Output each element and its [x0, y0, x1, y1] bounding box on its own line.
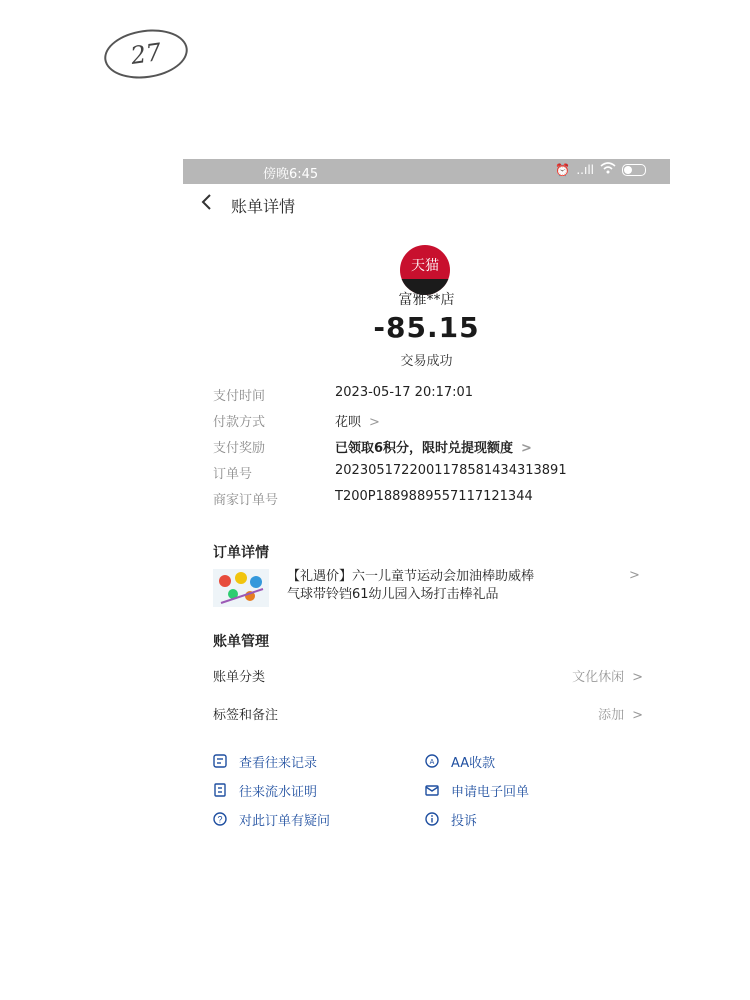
statement-proof-label: 往来流水证明 — [239, 784, 318, 800]
detail-value: 2023-05-17 20:17:01 — [335, 385, 474, 400]
aa-collection-label: AA收款 — [451, 755, 496, 771]
chevron-right-icon: > — [369, 415, 380, 430]
detail-value: 花呗 — [335, 415, 362, 430]
envelope-icon — [425, 783, 439, 797]
detail-value-with-arrow[interactable] — [335, 411, 380, 430]
signal-icon: ..ıll — [576, 162, 594, 177]
detail-row-merchant-order-no — [213, 489, 643, 509]
merchant-name: 富雅**店 — [398, 292, 455, 308]
product-title[interactable] — [287, 568, 617, 604]
order-question-link[interactable] — [213, 809, 330, 829]
detail-value: T200P1889889557117121344 — [335, 489, 533, 504]
svg-text:?: ? — [217, 814, 223, 825]
bill-category-label: 账单分类 — [213, 670, 266, 685]
status-icons — [555, 162, 646, 177]
detail-value: 20230517220011785814343138​91 — [335, 463, 567, 478]
merchant-logo-text: 天猫 — [411, 258, 439, 274]
statement-proof-link[interactable] — [213, 780, 317, 800]
product-title-line2: 气球带铃铛61幼儿园入场打击棒礼品 — [287, 587, 499, 602]
handwritten-page-number — [101, 24, 191, 83]
detail-row-pay-time — [213, 385, 643, 405]
transaction-status: 交易成功 — [400, 354, 453, 369]
detail-value-with-arrow[interactable] — [335, 437, 532, 456]
chevron-right-icon: > — [632, 708, 643, 723]
detail-row-reward[interactable] — [213, 437, 643, 457]
detail-label: 支付奖励 — [213, 441, 266, 456]
complaint-link[interactable] — [425, 809, 477, 829]
chevron-right-icon[interactable]: > — [629, 568, 640, 583]
chevron-right-icon: > — [632, 670, 643, 685]
wifi-icon — [600, 162, 616, 177]
tags-notes-label: 标签和备注 — [213, 708, 279, 723]
order-section-title: 订单详情 — [213, 545, 269, 561]
bill-category-value-group[interactable] — [572, 666, 643, 685]
order-question-label: 对此订单有疑问 — [239, 813, 331, 829]
battery-icon — [622, 164, 646, 176]
detail-label: 订单号 — [213, 467, 253, 482]
management-section-title: 账单管理 — [213, 634, 269, 650]
history-icon — [213, 754, 227, 768]
detail-row-payment-method[interactable] — [213, 411, 643, 431]
complaint-label: 投诉 — [451, 813, 478, 829]
phone-screenshot — [183, 159, 670, 849]
alarm-icon: ⏰ — [555, 162, 571, 177]
detail-label: 付款方式 — [213, 415, 266, 430]
chevron-right-icon: > — [521, 441, 532, 456]
nav-bar — [183, 184, 670, 224]
back-arrow-icon[interactable] — [199, 192, 213, 218]
e-receipt-label: 申请电子回单 — [451, 784, 530, 800]
aa-collection-link[interactable] — [425, 751, 495, 771]
detail-row-order-no — [213, 463, 643, 483]
document-icon — [213, 783, 227, 797]
tags-notes-value: 添加 — [598, 708, 625, 723]
question-icon — [213, 812, 227, 826]
aa-icon — [425, 754, 439, 768]
page-number-text: 27 — [128, 38, 164, 70]
page-title: 账单详情 — [231, 197, 296, 216]
info-icon — [425, 812, 439, 826]
detail-value: 已领取6积分，限时兑提现额度 — [335, 441, 514, 456]
tags-notes-value-group[interactable] — [598, 704, 643, 723]
view-history-label: 查看往来记录 — [239, 755, 318, 771]
merchant-logo — [400, 245, 450, 295]
detail-label: 支付时间 — [213, 389, 266, 404]
svg-text:A: A — [429, 759, 435, 766]
product-thumbnail[interactable] — [213, 569, 269, 607]
status-time: 傍晚6:45 — [263, 167, 319, 182]
detail-label: 商家订单号 — [213, 493, 279, 508]
bill-category-value: 文化休闲 — [572, 670, 625, 685]
bill-category-row[interactable] — [213, 666, 643, 686]
transaction-amount: -85.15 — [373, 311, 480, 344]
e-receipt-link[interactable] — [425, 780, 529, 800]
view-history-link[interactable] — [213, 751, 317, 771]
tags-notes-row[interactable] — [213, 704, 643, 724]
status-bar — [183, 159, 670, 184]
product-title-line1: 【礼遇价】六一儿童节运动会加油棒助威棒 — [287, 569, 535, 584]
